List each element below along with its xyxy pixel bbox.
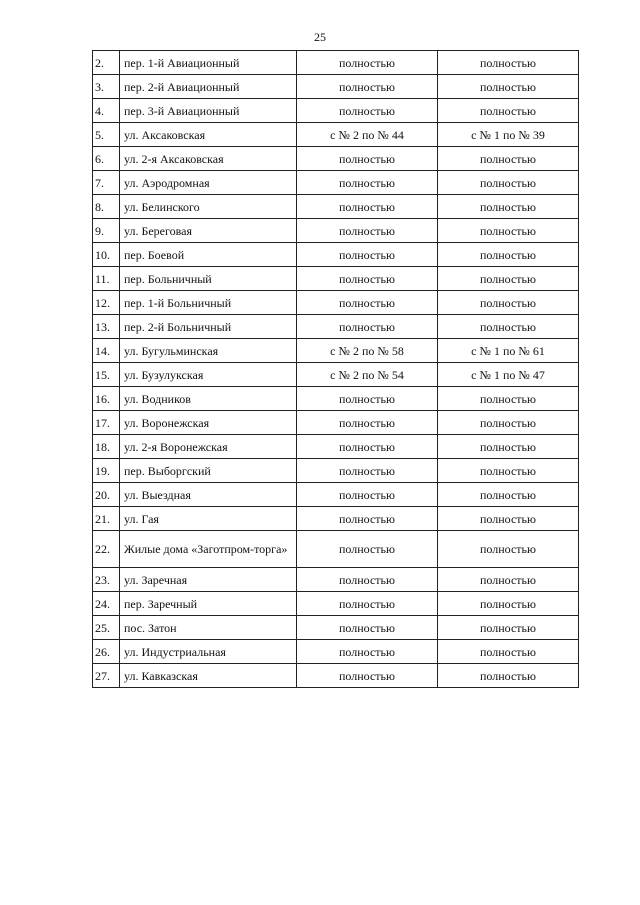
table-row [93,147,579,171]
streets-table [92,50,579,688]
street-name: ул. Береговая [120,219,297,243]
even-side: полностью [297,147,438,171]
odd-side: полностью [438,99,579,123]
even-side: полностью [297,99,438,123]
row-number: 2. [93,51,120,75]
odd-side: полностью [438,195,579,219]
street-name: ул. Кавказская [120,664,297,688]
table-row [93,411,579,435]
even-side: с № 2 по № 54 [297,363,438,387]
odd-side: полностью [438,507,579,531]
street-name: ул. Водников [120,387,297,411]
street-name: ул. Аэродромная [120,171,297,195]
street-name: пер. 1-й Авиационный [120,51,297,75]
table-row [93,363,579,387]
odd-side: полностью [438,592,579,616]
odd-side: полностью [438,267,579,291]
even-side: полностью [297,291,438,315]
street-name: пер. 3-й Авиационный [120,99,297,123]
even-side: полностью [297,171,438,195]
street-name: пер. 1-й Больничный [120,291,297,315]
odd-side: полностью [438,435,579,459]
row-number: 16. [93,387,120,411]
street-name: ул. Выездная [120,483,297,507]
odd-side: полностью [438,568,579,592]
even-side: полностью [297,411,438,435]
table-row [93,267,579,291]
street-name: ул. 2-я Аксаковская [120,147,297,171]
even-side: полностью [297,387,438,411]
table-row [93,616,579,640]
even-side: полностью [297,315,438,339]
odd-side: полностью [438,219,579,243]
row-number: 26. [93,640,120,664]
even-side: полностью [297,616,438,640]
even-side: с № 2 по № 58 [297,339,438,363]
odd-side: полностью [438,531,579,568]
row-number: 8. [93,195,120,219]
even-side: полностью [297,51,438,75]
odd-side: с № 1 по № 47 [438,363,579,387]
even-side: полностью [297,195,438,219]
even-side: полностью [297,531,438,568]
odd-side: полностью [438,411,579,435]
odd-side: полностью [438,616,579,640]
odd-side: полностью [438,147,579,171]
street-name: пер. Боевой [120,243,297,267]
odd-side: полностью [438,51,579,75]
table-row [93,531,579,568]
even-side: полностью [297,592,438,616]
table-row [93,123,579,147]
row-number: 7. [93,171,120,195]
street-name: ул. Бугульминская [120,339,297,363]
row-number: 20. [93,483,120,507]
row-number: 23. [93,568,120,592]
table-row [93,195,579,219]
street-name: ул. 2-я Воронежская [120,435,297,459]
even-side: полностью [297,75,438,99]
even-side: полностью [297,435,438,459]
even-side: полностью [297,219,438,243]
table-row [93,99,579,123]
odd-side: полностью [438,75,579,99]
row-number: 4. [93,99,120,123]
row-number: 11. [93,267,120,291]
odd-side: полностью [438,243,579,267]
row-number: 21. [93,507,120,531]
table-row [93,75,579,99]
table-row [93,483,579,507]
odd-side: полностью [438,387,579,411]
row-number: 6. [93,147,120,171]
row-number: 13. [93,315,120,339]
street-name: пер. Больничный [120,267,297,291]
odd-side: с № 1 по № 61 [438,339,579,363]
table-row [93,592,579,616]
table-row [93,459,579,483]
table-row [93,219,579,243]
row-number: 14. [93,339,120,363]
table-row [93,435,579,459]
street-name: ул. Заречная [120,568,297,592]
row-number: 17. [93,411,120,435]
even-side: полностью [297,640,438,664]
row-number: 10. [93,243,120,267]
table-row [93,387,579,411]
street-name: пер. Выборгский [120,459,297,483]
table-row [93,339,579,363]
even-side: с № 2 по № 44 [297,123,438,147]
row-number: 15. [93,363,120,387]
street-name: пос. Затон [120,616,297,640]
row-number: 12. [93,291,120,315]
table-row [93,51,579,75]
odd-side: полностью [438,483,579,507]
street-name: ул. Белинского [120,195,297,219]
table-row [93,640,579,664]
table-row [93,291,579,315]
odd-side: с № 1 по № 39 [438,123,579,147]
even-side: полностью [297,459,438,483]
street-name: ул. Гая [120,507,297,531]
odd-side: полностью [438,459,579,483]
table-row [93,664,579,688]
odd-side: полностью [438,315,579,339]
odd-side: полностью [438,664,579,688]
odd-side: полностью [438,640,579,664]
table-row [93,507,579,531]
street-name: пер. Заречный [120,592,297,616]
row-number: 5. [93,123,120,147]
street-name: ул. Воронежская [120,411,297,435]
even-side: полностью [297,664,438,688]
row-number: 24. [93,592,120,616]
table-row [93,243,579,267]
row-number: 25. [93,616,120,640]
table-row [93,315,579,339]
even-side: полностью [297,568,438,592]
street-name: ул. Аксаковская [120,123,297,147]
odd-side: полностью [438,291,579,315]
street-name: Жилые дома «Заготпром-торга» [120,531,297,568]
street-name: ул. Индустриальная [120,640,297,664]
even-side: полностью [297,243,438,267]
page-number: 25 [314,30,326,44]
row-number: 19. [93,459,120,483]
even-side: полностью [297,507,438,531]
streets-table-body [93,51,579,688]
street-name: пер. 2-й Авиационный [120,75,297,99]
odd-side: полностью [438,171,579,195]
street-name: ул. Бузулукская [120,363,297,387]
row-number: 9. [93,219,120,243]
row-number: 27. [93,664,120,688]
street-name: пер. 2-й Больничный [120,315,297,339]
row-number: 3. [93,75,120,99]
table-row [93,171,579,195]
table-row [93,568,579,592]
even-side: полностью [297,267,438,291]
row-number: 18. [93,435,120,459]
even-side: полностью [297,483,438,507]
row-number: 22. [93,531,120,568]
